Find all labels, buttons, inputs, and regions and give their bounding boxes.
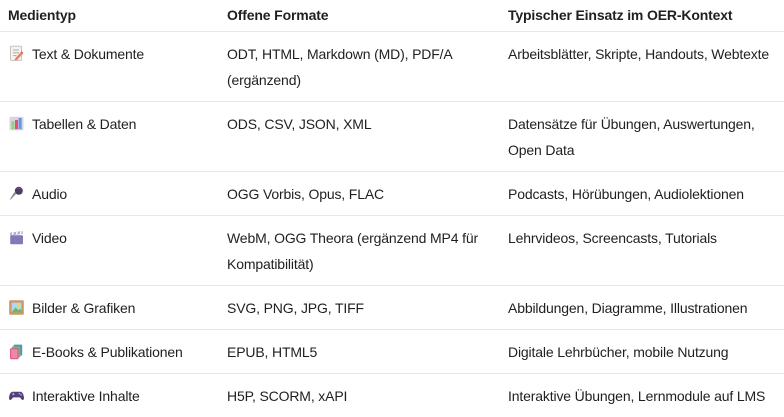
einsatz-cell: Interaktive Übungen, Lernmodule auf LMS [508,388,766,404]
einsatz-cell: Podcasts, Hörübungen, Audiolektionen [508,186,744,202]
formate-cell: SVG, PNG, JPG, TIFF [227,300,364,316]
bar-chart-icon [8,115,25,132]
table-row [0,286,784,330]
header-typischer-einsatz: Typischer Einsatz im OER-Kontext [508,7,733,23]
einsatz-cell: Lehrvideos, Screencasts, Tutorials [508,230,717,246]
medientyp-label: Text & Dokumente [32,46,144,62]
medientyp-label: E-Books & Publikationen [32,344,183,360]
formate-cell: WebM, OGG Theora (ergänzend MP4 für Kompatibilität) [227,230,479,272]
medientyp-label: Audio [32,186,68,202]
table-row [0,330,784,374]
formate-cell: EPUB, HTML5 [227,344,318,360]
table-row [0,374,784,417]
medientyp-cell [0,216,227,285]
medientyp-label: Bilder & Grafiken [32,300,136,316]
header-medientyp: Medientyp [8,7,76,23]
medientyp-label: Interaktive Inhalte [32,388,140,404]
books-icon [8,343,25,360]
table-row [0,32,784,102]
framed-picture-icon [8,299,25,316]
memo-icon [8,45,25,62]
einsatz-cell: Arbeitsblätter, Skripte, Handouts, Webtexte [508,46,769,62]
einsatz-cell: Digitale Lehrbücher, mobile Nutzung [508,344,729,360]
medientyp-label: Tabellen & Daten [32,116,137,132]
table-row [0,216,784,286]
table-row [0,102,784,172]
header-offene-formate: Offene Formate [227,7,329,23]
medientyp-cell [0,172,227,215]
einsatz-cell: Abbildungen, Diagramme, Illustrationen [508,300,748,316]
table-row [0,172,784,216]
medientyp-cell [0,286,227,329]
formate-cell: OGG Vorbis, Opus, FLAC [227,186,384,202]
einsatz-cell: Datensätze für Übungen, Auswertungen, Open Data [508,116,755,158]
formate-cell: H5P, SCORM, xAPI [227,388,348,404]
formate-cell: ODS, CSV, JSON, XML [227,116,372,132]
medientyp-label: Video [32,230,67,246]
game-controller-icon [8,387,25,404]
medientyp-cell [0,374,227,417]
table-header-row [0,0,784,32]
formate-cell: ODT, HTML, Markdown (MD), PDF/A (ergänzend) [227,46,452,88]
microphone-icon [8,185,25,202]
clapper-board-icon [8,229,25,246]
medientyp-cell [0,32,227,101]
medientyp-cell [0,102,227,171]
medientyp-cell [0,330,227,373]
